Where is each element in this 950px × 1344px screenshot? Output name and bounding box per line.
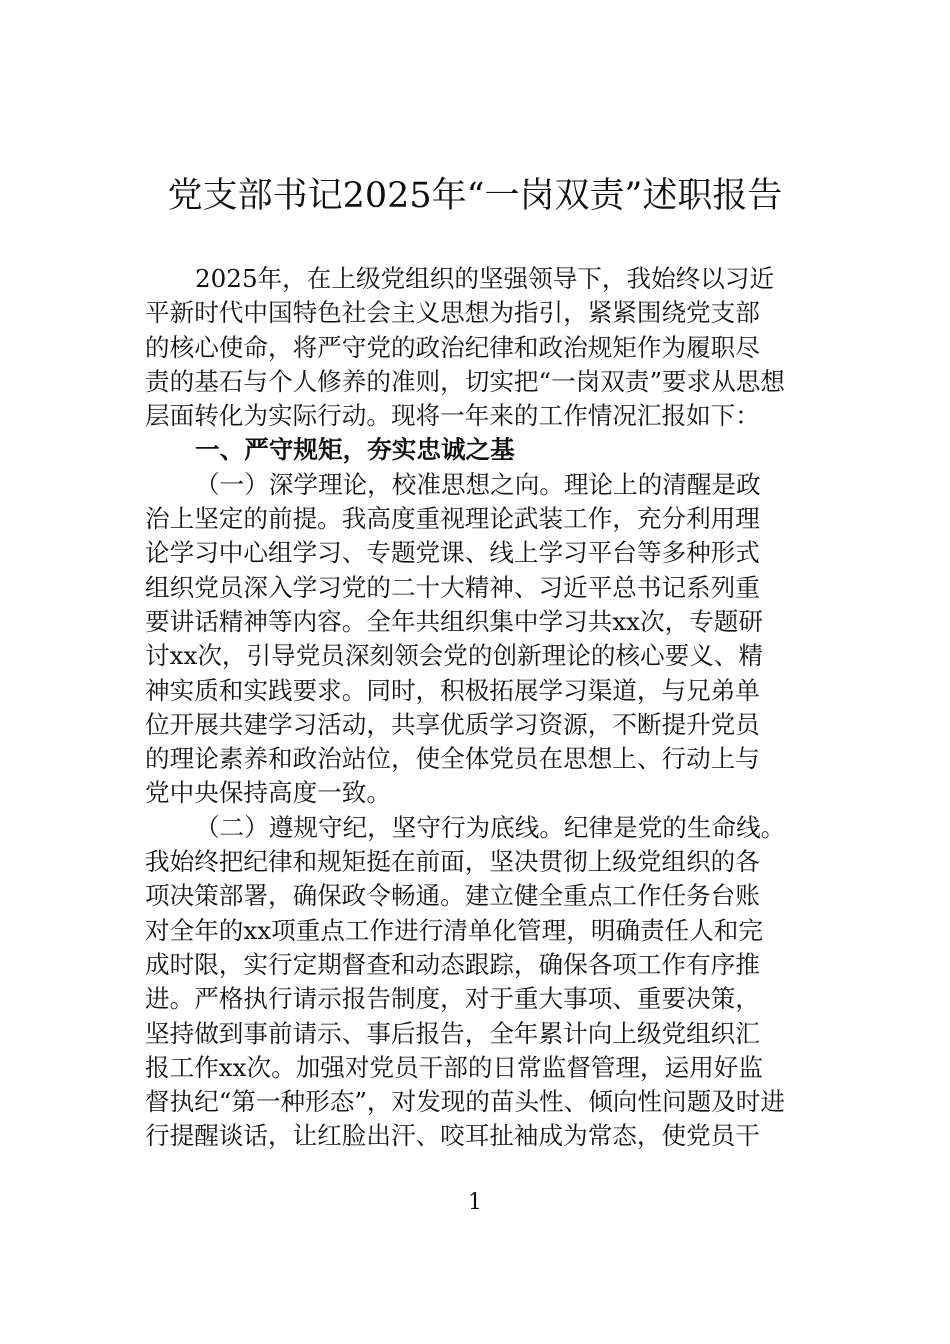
paragraph-line: 平新时代中国特色社会主义思想为指引，紧紧围绕党支部 [145, 298, 760, 328]
paragraph-line: 组织党员深入学习党的二十大精神、习近平总书记系列重 [145, 572, 760, 602]
paragraph-line: 行提醒谈话，让红脸出汗、咬耳扯袖成为常态，使党员干 [145, 1121, 760, 1151]
paragraph-line: 层面转化为实际行动。现将一年来的工作情况汇报如下： [145, 401, 760, 431]
paragraph-line: 2025年，在上级党组织的坚强领导下，我始终以习近 [195, 264, 775, 293]
paragraph-line: 党中央保持高度一致。 [145, 778, 391, 808]
paragraph-line: 对全年的xx项重点工作进行清单化管理，明确责任人和完 [145, 915, 763, 945]
paragraph-line: 我始终把纪律和规矩挺在前面，坚决贯彻上级党组织的各 [145, 847, 760, 877]
paragraph-line: （一）深学理论，校准思想之向。理论上的清醒是政 [195, 469, 761, 499]
paragraph-line: 的理论素养和政治站位，使全体党员在思想上、行动上与 [145, 744, 760, 774]
document-title: 党支部书记2025年“一岗双责”述职报告 [167, 176, 783, 216]
paragraph-line: 报工作xx次。加强对党员干部的日常监督管理，运用好监 [145, 1052, 763, 1082]
page-number: 1 [468, 1190, 482, 1215]
paragraph-line: （二）遵规守纪，坚守行为底线。纪律是党的生命线。 [195, 812, 786, 842]
paragraph-line: 督执纪“第一种形态”，对发现的苗头性、倾向性问题及时进 [145, 1087, 785, 1117]
section-heading: 一、严守规矩，夯实忠诚之基 [195, 435, 515, 465]
paragraph-line: 要讲话精神等内容。全年共组织集中学习共xx次，专题研 [145, 606, 763, 636]
paragraph-line: 论学习中心组学习、专题党课、线上学习平台等多种形式 [145, 538, 760, 568]
paragraph-line: 成时限，实行定期督查和动态跟踪，确保各项工作有序推 [145, 949, 760, 979]
paragraph-line: 的核心使命，将严守党的政治纪律和政治规矩作为履职尽 [145, 332, 760, 362]
paragraph-line: 责的基石与个人修养的准则，切实把“一岗双责”要求从思想 [145, 366, 785, 396]
paragraph-line: 讨xx次，引导党员深刻领会党的创新理论的核心要义、精 [145, 641, 763, 671]
paragraph-line: 治上坚定的前提。我高度重视理论武装工作，充分利用理 [145, 504, 760, 534]
paragraph-line: 项决策部署，确保政令畅通。建立健全重点工作任务台账 [145, 881, 760, 911]
paragraph-line: 进。严格执行请示报告制度，对于重大事项、重要决策， [145, 984, 760, 1014]
paragraph-line: 位开展共建学习活动，共享优质学习资源，不断提升党员 [145, 709, 760, 739]
paragraph-line: 坚持做到事前请示、事后报告，全年累计向上级党组织汇 [145, 1018, 760, 1048]
document-body [145, 262, 825, 1154]
paragraph-line: 神实质和实践要求。同时，积极拓展学习渠道，与兄弟单 [145, 675, 760, 705]
